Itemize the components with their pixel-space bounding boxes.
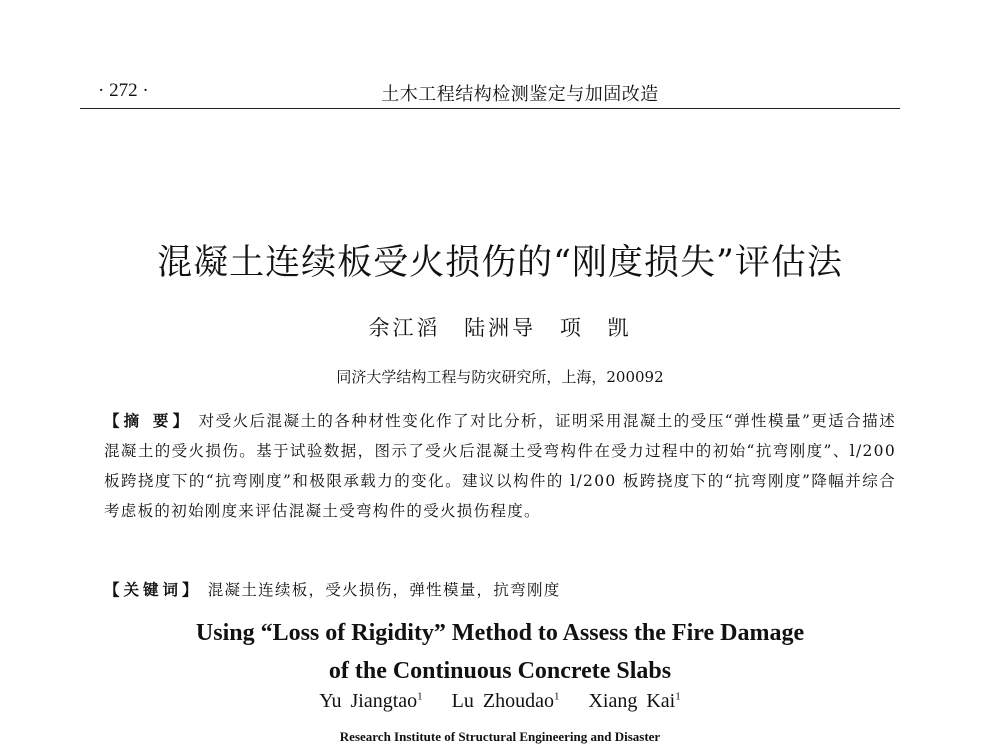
- page-header: [80, 74, 900, 109]
- author-name: Yu Jiangtao: [319, 690, 418, 712]
- keywords-text: 混凝土连续板，受火损伤，弹性模量，抗弯刚度: [207, 581, 561, 599]
- author-name: Xiang Kai: [588, 690, 676, 712]
- title-english-line-2: of the Continuous Concrete Slabs: [328, 658, 672, 684]
- abstract: [104, 406, 896, 526]
- author-2: [452, 690, 560, 712]
- affiliation-chinese: 同济大学结构工程与防灾研究所，上海，200092: [336, 368, 664, 386]
- author-1: [319, 690, 422, 712]
- page-number: · 272 ·: [98, 80, 149, 101]
- author-affiliation-mark: 1: [417, 690, 423, 703]
- abstract-label: 【摘 要】: [104, 411, 193, 430]
- paper-title-english: [0, 614, 1000, 690]
- abstract-text: 对受火后混凝土的各种材性变化作了对比分析，证明采用混凝土的受压“弹性模量”更适合描述混凝土的受火损伤。基于试验数据，图示了受火后混凝土受弯构件在受力过程中的初始“抗弯刚度”、l/200 板跨挠度下的“抗弯刚度”和极限承载力的变化。建议以构件的 l/200 板跨挠度下的“抗弯刚度”降幅并综合考虑板的初始刚度来评估混凝土受弯构件的受火损伤程度。: [104, 412, 897, 520]
- author-3: [588, 690, 680, 712]
- keywords-label: 【关键词】: [104, 580, 202, 599]
- authors-english: [0, 690, 1000, 713]
- keywords: [104, 575, 896, 605]
- authors-chinese: 余江滔 陆洲导 项 凯: [368, 316, 632, 340]
- paper-title-chinese: 混凝土连续板受火损伤的“刚度损失”评估法: [157, 243, 843, 283]
- affiliation-english: Research Institute of Structural Engineering and Disaster: [339, 729, 661, 744]
- author-affiliation-mark: 1: [675, 690, 681, 703]
- author-name: Lu Zhoudao: [451, 690, 554, 712]
- author-affiliation-mark: 1: [553, 690, 560, 703]
- title-english-line-1: Using “Loss of Rigidity” Method to Assess the Fire Damage: [195, 620, 805, 646]
- journal-title: 土木工程结构检测鉴定与加固改造: [381, 84, 659, 105]
